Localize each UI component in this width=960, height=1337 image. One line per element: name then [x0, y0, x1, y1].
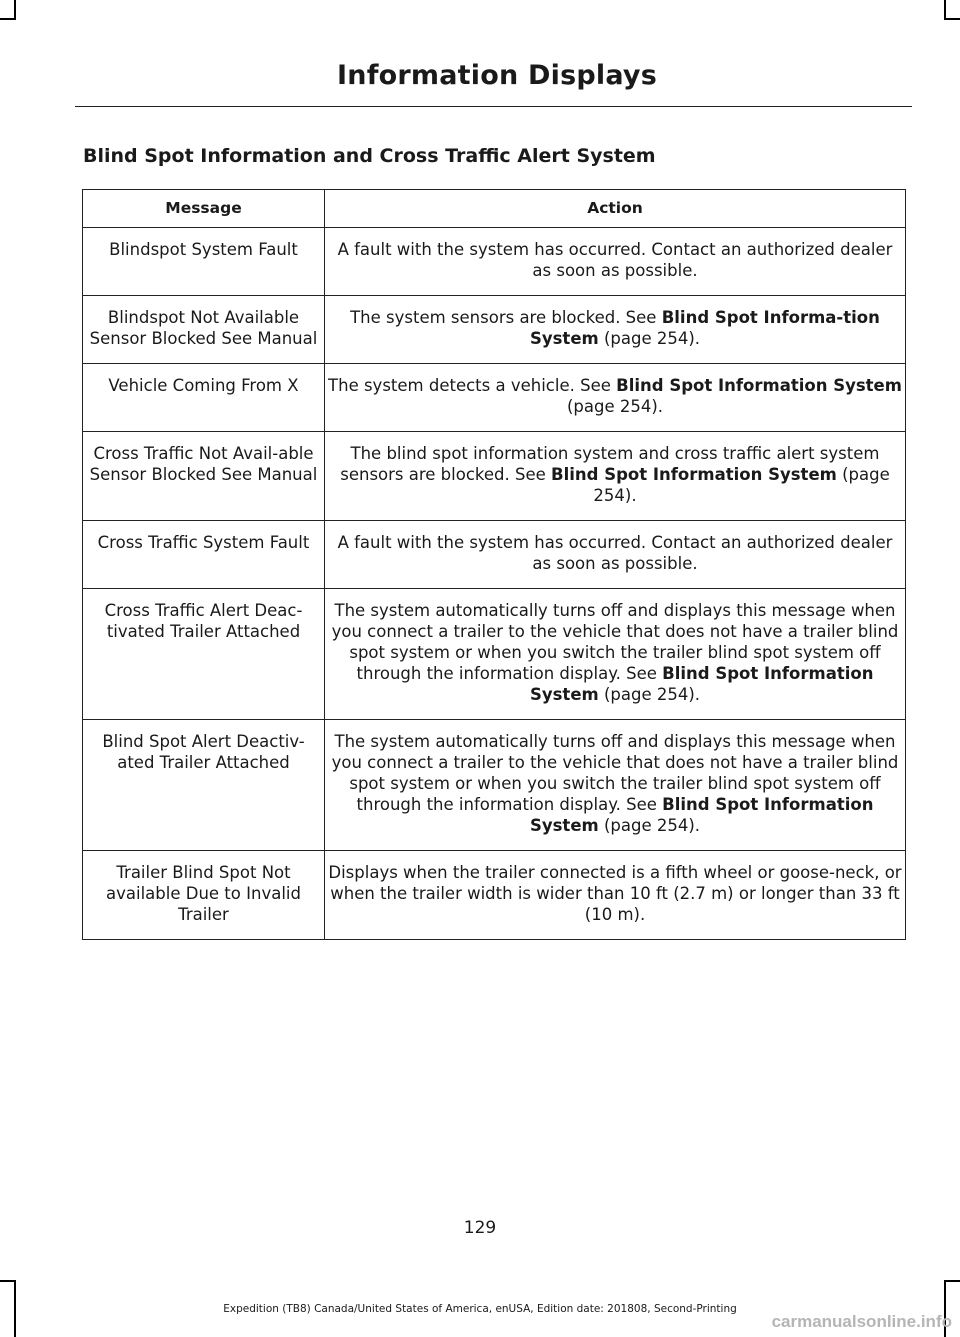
message-cell: Cross Traffic Alert Deac-tivated Trailer Attached: [83, 589, 325, 720]
action-text: The system automatically turns off and displays this message when you connect a trailer to the vehicle that does not have a trailer blind spot system or when you switch the trailer blind spot system off through the information display. See: [331, 601, 899, 683]
table-row: [83, 720, 906, 851]
table-row: [83, 296, 906, 364]
table-row: [83, 851, 906, 940]
page-number: 129: [463, 1218, 497, 1238]
action-cell: [325, 521, 906, 589]
table-row: [83, 521, 906, 589]
action-text: (page 254).: [598, 329, 701, 348]
section-title: Blind Spot Information and Cross Traffic Alert System: [83, 145, 656, 167]
action-text: The system sensors are blocked. See: [350, 308, 662, 327]
crop-mark-top-left-h: [0, 18, 16, 20]
action-text: A fault with the system has occurred. Contact an authorized dealer as soon as possible.: [337, 533, 893, 573]
cross-reference: Blind Spot Information System: [551, 465, 837, 484]
action-text: A fault with the system has occurred. Contact an authorized dealer as soon as possible.: [337, 240, 893, 280]
message-cell: Blindspot Not Available Sensor Blocked See Manual: [83, 296, 325, 364]
action-text: (page 254).: [598, 816, 701, 835]
crop-mark-top-right-v: [944, 0, 946, 20]
action-cell: [325, 432, 906, 521]
header-divider: [75, 106, 912, 107]
message-cell: Trailer Blind Spot Not available Due to Invalid Trailer: [83, 851, 325, 940]
watermark: carmanualsonline.info: [771, 1312, 952, 1331]
action-text: (page 254).: [598, 685, 701, 704]
cross-reference: Blind Spot Information System: [529, 795, 874, 835]
message-cell: Vehicle Coming From X: [83, 364, 325, 432]
message-cell: Cross Traffic Not Avail-able Sensor Blocked See Manual: [83, 432, 325, 521]
action-cell: [325, 364, 906, 432]
crop-mark-bottom-right-h: [944, 1280, 960, 1282]
message-cell: Cross Traffic System Fault: [83, 521, 325, 589]
action-text: The system automatically turns off and displays this message when you connect a trailer to the vehicle that does not have a trailer blind spot system or when you switch the trailer blind spot system off through the information display. See: [331, 732, 899, 814]
cross-reference: Blind Spot Information System: [529, 664, 874, 704]
table-header-row: [83, 190, 906, 228]
crop-mark-top-left-v: [14, 0, 16, 20]
action-text: Displays when the trailer connected is a fifth wheel or goose-neck, or when the trailer width is wider than 10 ft (2.7 m) or longer than 33 ft (10 m).: [328, 863, 902, 924]
page-header-title: Information Displays: [337, 60, 657, 91]
action-cell: [325, 851, 906, 940]
crop-mark-bottom-left-h: [0, 1280, 16, 1282]
messages-table: [82, 189, 906, 940]
action-cell: [325, 589, 906, 720]
column-header-action: Action: [325, 190, 906, 228]
action-cell: [325, 228, 906, 296]
action-text: The system detects a vehicle. See: [328, 376, 617, 395]
column-header-message: Message: [83, 190, 325, 228]
table-row: [83, 432, 906, 521]
action-text: (page 254).: [593, 465, 890, 505]
action-cell: [325, 720, 906, 851]
cross-reference: Blind Spot Information System: [616, 376, 902, 395]
edition-footer: Expedition (TB8) Canada/United States of America, enUSA, Edition date: 201808, Second-Printing: [223, 1303, 737, 1315]
crop-mark-top-right-h: [944, 18, 960, 20]
cross-reference: Blind Spot Informa-tion System: [529, 308, 880, 348]
action-text: The blind spot information system and cross traffic alert system sensors are blocked. See: [340, 444, 880, 484]
table-row: [83, 589, 906, 720]
action-cell: [325, 296, 906, 364]
table-row: [83, 228, 906, 296]
table-row: [83, 364, 906, 432]
action-text: (page 254).: [566, 397, 664, 416]
message-cell: Blindspot System Fault: [83, 228, 325, 296]
message-cell: Blind Spot Alert Deactiv-ated Trailer Attached: [83, 720, 325, 851]
